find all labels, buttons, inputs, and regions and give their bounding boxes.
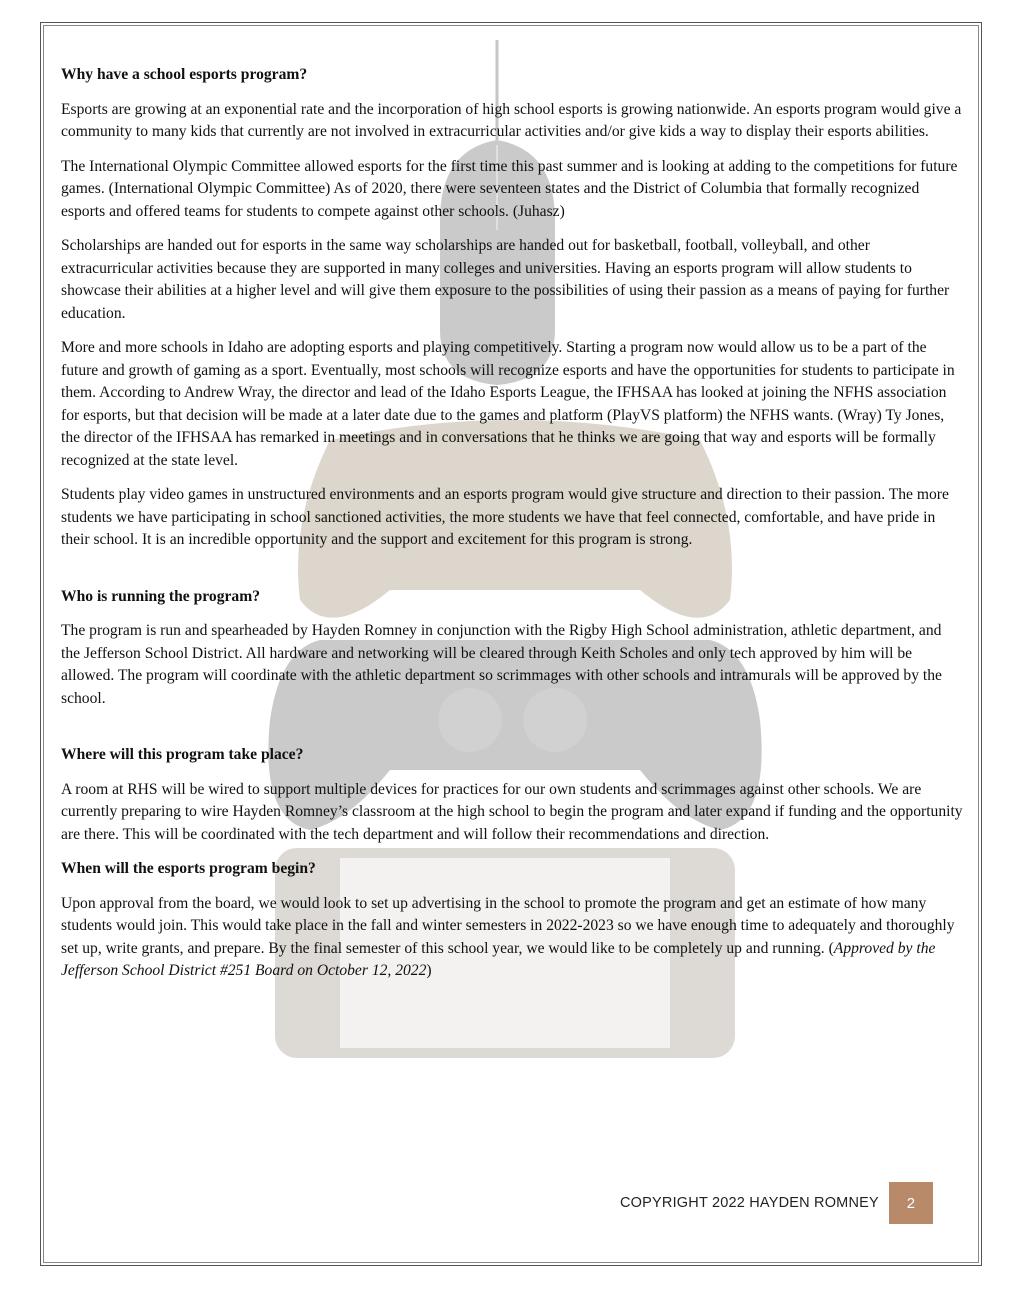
paragraph: A room at RHS will be wired to support multiple devices for practices for our own students and scrimmages against other schools. We are currently preparing to wire Hayden Romney’s classroom at the high school to begin the program and later expand if funding and the opportunity are there. This will be coordinated with the tech department and will follow their recommendations and direction.: [61, 780, 963, 843]
paragraph: The program is run and spearheaded by Hayden Romney in conjunction with the Rigby High School administration, athletic department, and the Jefferson School District. All hardware and networking will be cleared through Keith Scholes and only tech approved by him will be allowed. The program will coordinate with the athletic department so scrimmages with other schools and intramurals will be approved by the school.: [61, 622, 942, 707]
section-heading-where: Where will this program take place?: [61, 746, 304, 763]
page-footer: [620, 1182, 933, 1224]
page-number-badge: 2: [889, 1182, 933, 1224]
approval-note: Approved by the Jefferson School District #251 Board on October 12, 2022: [61, 939, 936, 979]
copyright-text: COPYRIGHT 2022 HAYDEN ROMNEY: [620, 1195, 879, 1211]
paragraph: [61, 893, 963, 983]
document-body: [61, 64, 963, 995]
section-heading-when: When will the esports program begin?: [61, 860, 316, 877]
paragraph: Scholarships are handed out for esports in the same way scholarships are handed out for basketball, football, volleyball, and other extracurricular activities because they are supported in many colleges and universities. Having an esports program will allow students to showcase their abilities at a higher level and will give them exposure to the possibilities of using their passion as a means of paying for further education.: [61, 237, 950, 322]
section-heading-who: Who is running the program?: [61, 587, 260, 605]
section-heading-why: Why have a school esports program?: [61, 66, 308, 83]
paragraph: The International Olympic Committee allowed esports for the first time this past summer and is looking at adding to the competitions for future games. (International Olympic Committee) As of 2020, there were seventeen states and the District of Columbia that formally recognized esports and offered teams for students to compete against other schools. (Juhasz): [61, 157, 958, 220]
paragraph: More and more schools in Idaho are adopting esports and playing competitively. Starting a program now would allow us to be a part of the future and growth of gaming as a sport. Eventually, most schools will recognize esports and have the opportunities for students to participate in them. According to Andrew Wray, the director and lead of the Idaho Esports League, the IFHSAA has looked at joining the NFHS association for esports, but that decision will be made at a later date due to the games and platform (PlayVS platform) the NFHS wants. (Wray) Ty Jones, the director of the IFHSAA has remarked in meetings and in conversations that he thinks we are going that way and esports will be formally recognized at the state level.: [61, 339, 955, 469]
paragraph: Esports are growing at an exponential rate and the incorporation of high school esports is growing nationwide. An esports program would give a community to many kids that currently are not involved in extracurricular activities and/or give kids a way to display their esports abilities.: [61, 100, 962, 140]
paragraph-close: ): [426, 962, 432, 979]
paragraph: Students play video games in unstructured environments and an esports program would give structure and direction to their passion. The more students we have participating in school sanctioned activities, the more students we have that feel connected, comfortable, and have pride in their school. It is an incredible opportunity and the support and excitement for this program is strong.: [61, 486, 949, 548]
paragraph-text: Upon approval from the board, we would look to set up advertising in the school to promote the program and get an estimate of how many students would join. This would take place in the fall and winter semesters in 2022-2023 so we have enough time to adequately and thoroughly set up, write grants, and prepare. By the final semester of this school year, we would like to be completely up and running. (: [61, 894, 955, 957]
